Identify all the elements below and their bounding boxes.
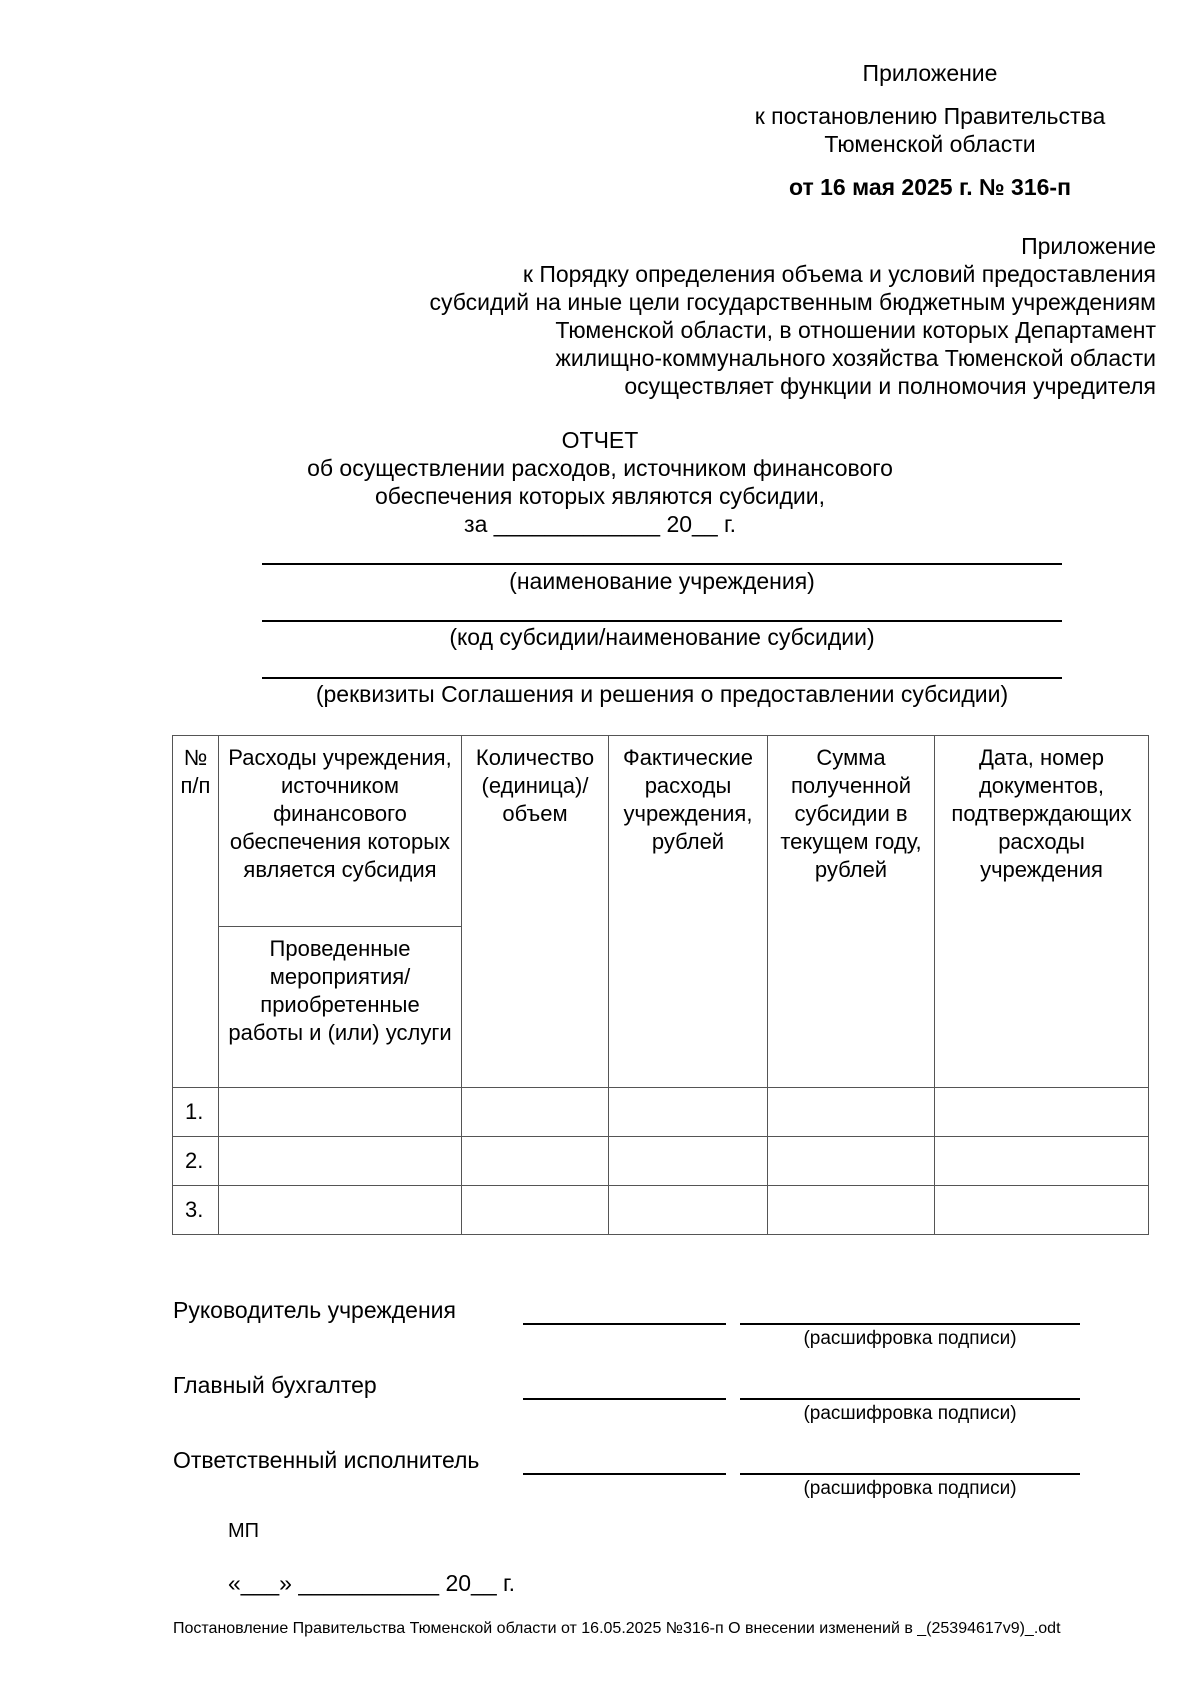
table-cell[interactable] — [609, 1137, 768, 1186]
institution-name-line[interactable] — [262, 563, 1062, 565]
signature-caption: (расшифровка подписи) — [803, 1328, 1017, 1349]
header-date-number: от 16 мая 2025 г. № 316-п — [789, 174, 1071, 200]
appendix-line: субсидий на иные цели государственным бюджетным учреждениям — [429, 289, 1156, 315]
signature-caption: (расшифровка подписи) — [803, 1403, 1017, 1424]
subsidy-code-caption: (код субсидии/наименование субсидии) — [449, 624, 875, 650]
appendix-line: жилищно-коммунального хозяйства Тюменской области — [555, 345, 1156, 371]
report-title: ОТЧЕТ — [561, 427, 639, 453]
appendix-title: Приложение — [1021, 233, 1156, 259]
report-period: за _____________ 20__ г. — [464, 511, 736, 537]
table-cell[interactable] — [935, 1088, 1149, 1137]
row-number: 2. — [173, 1137, 219, 1186]
report-heading — [160, 426, 1040, 538]
col-header-actual: Фактические расходы учреждения, рублей — [609, 736, 768, 1088]
col-header-expenses: Расходы учреждения, источником финансового обеспечения которых является субсидия — [219, 736, 462, 927]
table-cell[interactable] — [935, 1137, 1149, 1186]
signature-line-accountant[interactable] — [523, 1398, 726, 1400]
table-cell[interactable] — [219, 1186, 462, 1235]
subsidy-code-line[interactable] — [262, 620, 1062, 622]
table-cell[interactable] — [462, 1186, 609, 1235]
table-cell[interactable] — [609, 1186, 768, 1235]
col-header-subsidy-sum: Сумма полученной субсидии в текущем году, рублей — [768, 736, 935, 1088]
report-table — [172, 735, 1149, 1235]
appendix-line: Тюменской области, в отношении которых Департамент — [555, 317, 1156, 343]
table-cell[interactable] — [768, 1186, 935, 1235]
signature-decode-line-accountant[interactable] — [740, 1398, 1080, 1400]
signature-label-executor: Ответственный исполнитель — [173, 1447, 480, 1473]
col-header-activities: Проведенные мероприятия/ приобретенные работы и (или) услуги — [219, 927, 462, 1088]
signature-caption: (расшифровка подписи) — [803, 1478, 1017, 1499]
signature-label-head: Руководитель учреждения — [173, 1297, 456, 1323]
row-number: 1. — [173, 1088, 219, 1137]
table-cell[interactable] — [609, 1088, 768, 1137]
header-subtitle-line1: к постановлению Правительства — [754, 103, 1106, 129]
table-cell[interactable] — [768, 1137, 935, 1186]
appendix-line: к Порядку определения объема и условий предоставления — [522, 261, 1156, 287]
report-line2: обеспечения которых являются субсидии, — [375, 483, 825, 509]
date-line: «___» ___________ 20__ г. — [228, 1570, 515, 1596]
appendix-block — [356, 232, 1156, 400]
col-header-num: № п/п — [173, 736, 219, 1088]
header-subtitle — [700, 102, 1160, 158]
table-cell[interactable] — [219, 1137, 462, 1186]
signature-label-accountant: Главный бухгалтер — [173, 1372, 377, 1398]
signature-line-executor[interactable] — [523, 1473, 726, 1475]
row-number: 3. — [173, 1186, 219, 1235]
table-row — [173, 1137, 1149, 1186]
table-row — [173, 1088, 1149, 1137]
appendix-line: осуществляет функции и полномочия учредителя — [624, 373, 1156, 399]
signature-decode-line-executor[interactable] — [740, 1473, 1080, 1475]
col-header-documents: Дата, номер документов, подтверждающих расходы учреждения — [935, 736, 1149, 1088]
table-cell[interactable] — [462, 1137, 609, 1186]
table-cell[interactable] — [935, 1186, 1149, 1235]
header-title: Приложение — [862, 60, 998, 86]
institution-name-caption: (наименование учреждения) — [509, 568, 815, 594]
agreement-details-caption: (реквизиты Соглашения и решения о предоставлении субсидии) — [315, 681, 1009, 707]
col-header-quantity: Количество (единица)/ объем — [462, 736, 609, 1088]
table-cell[interactable] — [219, 1088, 462, 1137]
stamp-label: МП — [228, 1520, 260, 1542]
signature-line-head[interactable] — [523, 1323, 726, 1325]
table-cell[interactable] — [768, 1088, 935, 1137]
table-cell[interactable] — [462, 1088, 609, 1137]
signature-decode-line-head[interactable] — [740, 1323, 1080, 1325]
table-row — [173, 1186, 1149, 1235]
agreement-details-line[interactable] — [262, 677, 1062, 679]
document-footer: Постановление Правительства Тюменской области от 16.05.2025 №316-п О внесении изменений в _(25394617v9)_.odt — [173, 1620, 1061, 1637]
header-subtitle-line2: Тюменской области — [824, 131, 1036, 157]
report-line1: об осуществлении расходов, источником финансового — [307, 455, 893, 481]
